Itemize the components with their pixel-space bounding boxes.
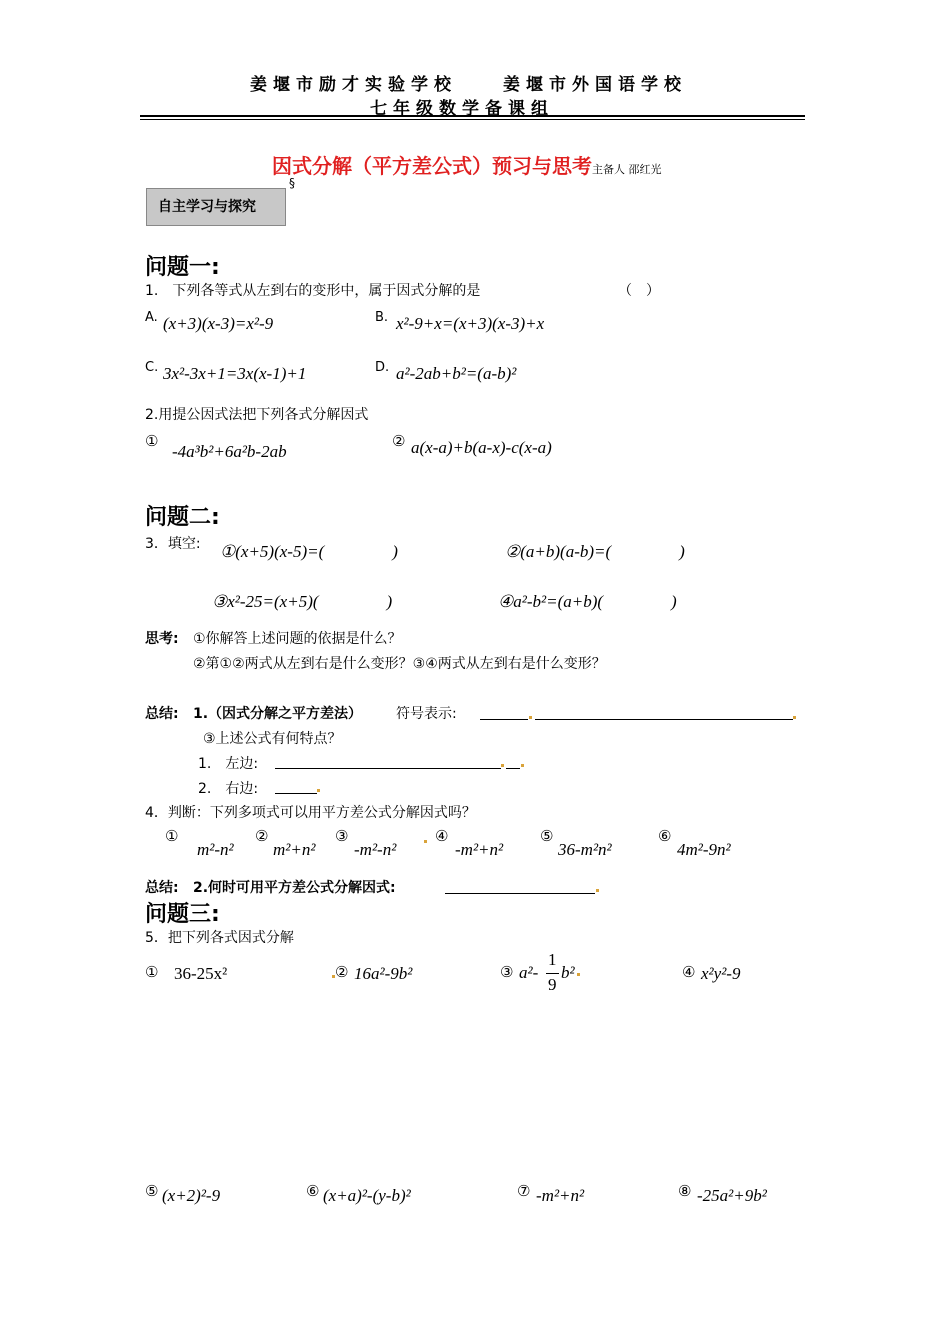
title-text: 因式分解（平方差公式）预习与思考 xyxy=(272,154,592,178)
factor-expr-5: (x+2)²-9 xyxy=(162,1186,221,1205)
right-side-label: 2. 右边: xyxy=(198,781,259,797)
summary1-question: ③上述公式有何特点？ xyxy=(203,731,342,747)
summary2-label: 总结: xyxy=(145,880,179,896)
fraction-numerator: 1 xyxy=(548,950,557,969)
factor-expr-4: x²y²-9 xyxy=(701,964,741,983)
judge-marker-4: ④ xyxy=(435,827,449,845)
judge-marker-5: ⑤ xyxy=(540,827,554,845)
judge-marker-3: ③ xyxy=(335,827,349,845)
factor-expr-1: 36-25x² xyxy=(174,964,228,983)
marker-dot xyxy=(577,973,580,976)
factor-expr-6: (x+a)²-(y-b)² xyxy=(323,1186,411,1205)
marker-dot xyxy=(501,764,504,767)
left-side-blank-b[interactable] xyxy=(506,768,520,769)
option-a-expr: (x+3)(x-3)=x²-9 xyxy=(163,314,274,333)
judge-expr-3: -m²-n² xyxy=(354,840,397,859)
marker-dot xyxy=(317,789,320,792)
title-byline: 主备人 邵红光 xyxy=(592,163,662,176)
factor-marker-3: ③ xyxy=(500,963,514,981)
marker-dot xyxy=(793,716,796,719)
summary1-blank-a[interactable] xyxy=(480,719,528,720)
page-title xyxy=(272,150,662,179)
section-mark: § xyxy=(289,176,295,190)
q1-heading: 问题一: xyxy=(145,255,220,280)
group-name: 七年级数学备课组 xyxy=(370,99,554,119)
think-q1: ①你解答上述问题的依据是什么？ xyxy=(193,631,402,647)
marker-dot xyxy=(596,889,599,892)
fraction-denominator: 9 xyxy=(548,975,557,994)
item2-marker-2: ② xyxy=(392,432,406,450)
factor-expr-7: -m²+n² xyxy=(536,1186,585,1205)
header-rule-thick xyxy=(140,115,805,117)
right-side-blank[interactable] xyxy=(275,793,317,794)
fill-3: ③x²-25=(x+5)( ) xyxy=(212,592,393,611)
marker-dot xyxy=(424,840,427,843)
factor-marker-7: ⑦ xyxy=(517,1182,531,1200)
think-label: 思考: xyxy=(145,631,179,647)
option-c-label: C. xyxy=(145,360,159,375)
q2-item4: 4．判断：下列多项式可以用平方差公式分解因式吗？ xyxy=(145,805,476,821)
item2-marker-1: ① xyxy=(145,432,159,450)
marker-dot xyxy=(521,764,524,767)
q2-item3: 3．填空: xyxy=(145,536,201,552)
option-a-label: A. xyxy=(145,310,158,325)
option-b-expr: x²-9+x=(x+3)(x-3)+x xyxy=(396,314,545,333)
factor-expr-2: 16a²-9b² xyxy=(354,964,413,983)
item2-expr-1: -4a³b²+6a²b-2ab xyxy=(172,442,287,461)
option-d-expr: a²-2ab+b²=(a-b)² xyxy=(396,364,517,383)
summary1-text: 1.（因式分解之平方差法） xyxy=(193,706,363,722)
summary2-text: 2.何时可用平方差公式分解因式: xyxy=(193,880,396,896)
option-d-label: D. xyxy=(375,360,390,375)
factor-marker-4: ④ xyxy=(682,963,696,981)
factor-expr-8: -25a²+9b² xyxy=(697,1186,767,1205)
factor-marker-1: ① xyxy=(145,963,159,981)
q1-item2: 2.用提公因式法把下列各式分解因式 xyxy=(145,407,369,423)
option-b-label: B. xyxy=(375,310,389,325)
summary1-blank-b[interactable] xyxy=(535,719,793,720)
q2-heading: 问题二: xyxy=(145,505,220,530)
fill-1: ①(x+5)(x-5)=( ) xyxy=(220,542,398,561)
judge-expr-1: m²-n² xyxy=(197,840,234,859)
section-box: 自主学习与探究 xyxy=(146,188,286,226)
left-side-label: 1. 左边: xyxy=(198,756,259,772)
factor-expr-3-right: b² xyxy=(561,963,575,982)
factor-marker-2: ② xyxy=(335,963,349,981)
judge-expr-2: m²+n² xyxy=(273,840,316,859)
judge-expr-4: -m²+n² xyxy=(455,840,504,859)
factor-expr-3-left: a²- xyxy=(519,963,539,982)
judge-marker-1: ① xyxy=(165,827,179,845)
factor-marker-6: ⑥ xyxy=(306,1182,320,1200)
fill-4: ④a²-b²=(a+b)( ) xyxy=(498,592,677,611)
summary2-blank[interactable] xyxy=(445,893,595,894)
item2-expr-2: a(x-a)+b(a-x)-c(x-a) xyxy=(411,438,552,457)
q1-item1-paren: （ ） xyxy=(618,283,660,299)
header-rule-thin xyxy=(140,119,805,120)
factor-marker-8: ⑧ xyxy=(678,1182,692,1200)
left-side-blank[interactable] xyxy=(275,768,501,769)
judge-expr-6: 4m²-9n² xyxy=(677,840,731,859)
factor-marker-5: ⑤ xyxy=(145,1182,159,1200)
think-q2: ②第①②两式从左到右是什么变形？③④两式从左到右是什么变形？ xyxy=(193,656,606,672)
school-names: 姜堰市励才实验学校 姜堰市外国语学校 xyxy=(250,75,687,95)
q3-item5: 5．把下列各式因式分解 xyxy=(145,930,294,946)
judge-expr-5: 36-m²n² xyxy=(558,840,612,859)
summary1-tail: 符号表示: xyxy=(396,706,457,722)
q1-item1: 1. 下列各等式从左到右的变形中，属于因式分解的是 xyxy=(145,283,481,299)
fill-2: ②(a+b)(a-b)=( ) xyxy=(505,542,685,561)
fraction-bar xyxy=(546,973,559,974)
q3-heading: 问题三: xyxy=(145,902,220,927)
summary1-label: 总结: xyxy=(145,706,179,722)
judge-marker-2: ② xyxy=(255,827,269,845)
judge-marker-6: ⑥ xyxy=(658,827,672,845)
option-c-expr: 3x²-3x+1=3x(x-1)+1 xyxy=(163,364,307,383)
marker-dot xyxy=(529,716,532,719)
